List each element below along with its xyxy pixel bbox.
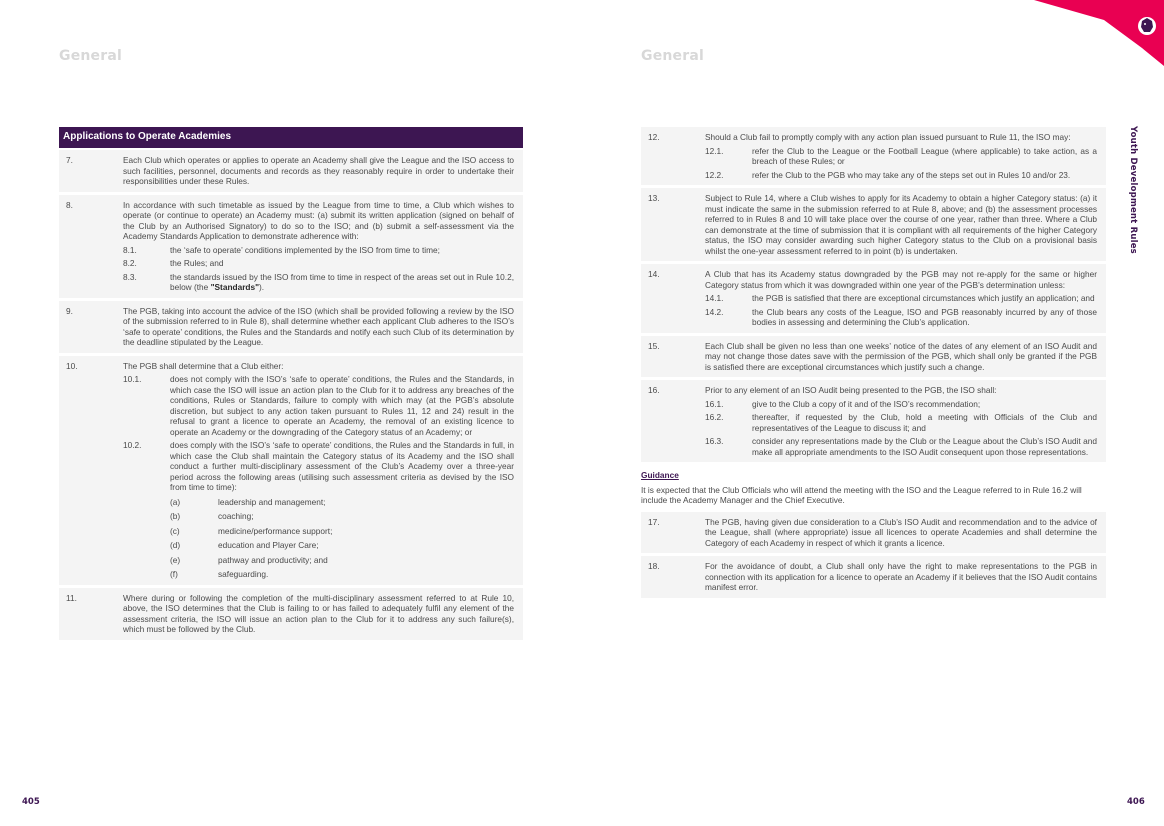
subrule-10-1 — [123, 374, 514, 437]
subrule-12-1 — [705, 146, 1097, 167]
premier-league-corner-logo — [1014, 0, 1164, 70]
subrule-16-1 — [705, 399, 1097, 410]
subrule-16-3 — [705, 436, 1097, 457]
item-text: coaching; — [218, 511, 254, 521]
right-page-content — [641, 127, 1106, 601]
running-head-left: General — [59, 48, 122, 64]
page-number-right: 406 — [1127, 797, 1145, 807]
subrule-8-3 — [123, 272, 514, 293]
subrule-number: 16.3. — [705, 436, 724, 446]
rule-text: Where during or following the completion of the multi-disciplinary assessment referred to at Rule 10, above, the ISO determines that the Club is failing to or has failed to adequately fulfil any element of the assessment criteria, the ISO will issue an action plan to the Club for it to address any such failure(s), which must be followed by the Club. — [123, 592, 514, 634]
subrule-text — [170, 272, 514, 293]
subrule-text-after: ). — [259, 282, 265, 292]
side-tab-youth-development-rules: Youth Development Rules — [1128, 126, 1138, 254]
item-a — [170, 497, 514, 508]
item-text: safeguarding. — [218, 569, 269, 579]
rule-text: Each Club shall be given no less than one weeks’ notice of the dates of any element of an ISO Audit and may not change those dates save with the permission of the PGB, which shall only be granted if the PGB is satisfied there are exceptional circumstances which justify such a change. — [705, 340, 1097, 372]
rule-11 — [59, 588, 523, 640]
subrule-8-2 — [123, 258, 514, 269]
guidance-heading: Guidance — [641, 470, 679, 480]
subrule-number: 12.2. — [705, 169, 724, 180]
item-number: (b) — [170, 511, 181, 521]
item-text: leadership and management; — [218, 496, 326, 507]
subrule-text-main: the standards issued by the ISO from time to time in respect of the areas set out in Rule 10.2, below (the — [170, 271, 514, 292]
item-c — [170, 526, 514, 537]
subrule-12-2 — [705, 170, 1097, 181]
item-f — [170, 569, 514, 580]
subrule-text: give to the Club a copy of it and of the ISO’s recommendation; — [752, 398, 981, 409]
rule-17 — [641, 512, 1106, 554]
subrule-text: refer the Club to the League or the Football League (where applicable) to take action, as a breach of these Rules; or — [752, 145, 1097, 166]
rule-number: 16. — [648, 385, 660, 395]
subrule-text: does not comply with the ISO’s ‘safe to operate’ conditions, the Rules and the Standards, in which case the ISO will issue an action plan to the Club for it to address any breaches of the conditions, Rules or Standards, failure to comply with which may (at the PGB’s absolute discretion, but subject to any action taken pursuant to Rules 11, 12 and 24) result in the refusal to grant a licence to operate an Academy, the removal of an existing licence to operate an Academy or the downgrading of the Category status of an Academy; or — [170, 374, 514, 437]
rule-number: 9. — [66, 305, 73, 316]
item-text: pathway and productivity; and — [218, 554, 328, 565]
subrule-text: does comply with the ISO’s ‘safe to operate’ conditions, the Rules and the Standards in full, in which case the Club shall maintain the Category status of its Academy and the ISO shall conduct a further multi-disciplinary assessment of the Club’s Academy over a three-year period across the following areas (utilising such assessment criteria as devised by the ISO from time to time): — [170, 440, 514, 492]
subrule-number: 16.2. — [705, 412, 724, 422]
rule-number: 12. — [648, 132, 660, 142]
running-head-right: General — [641, 48, 704, 64]
rule-16 — [641, 380, 1106, 462]
rule-7 — [59, 150, 523, 192]
item-number: (a) — [170, 496, 181, 507]
rule-number: 13. — [648, 193, 660, 203]
lion-crest-icon — [1138, 17, 1156, 35]
rule-18 — [641, 556, 1106, 598]
rule-13 — [641, 188, 1106, 261]
subrule-text: the PGB is satisfied that there are exceptional circumstances which justify an application; and — [752, 293, 1095, 303]
rule-14 — [641, 264, 1106, 333]
rule-text: The PGB, having given due consideration to a Club’s ISO Audit and recommendation and to the advice of the League, shall (where appropriate) issue all licences to operate Academies and shall determine the Category of each Academy in respect of which it grants a licence. — [705, 516, 1097, 548]
rule-12 — [641, 127, 1106, 185]
rule-text: The PGB shall determine that a Club either: — [123, 360, 284, 371]
rule-10 — [59, 356, 523, 585]
guidance-text: It is expected that the Club Officials who will attend the meeting with the ISO and the League referred to in Rule 16.2 will include the Academy Manager and the Chief Executive. — [641, 484, 1082, 505]
rule-number: 8. — [66, 199, 73, 210]
item-e — [170, 555, 514, 566]
subrule-text: thereafter, if requested by the Club, hold a meeting with Officials of the Club and representatives of the League to discuss it; and — [752, 412, 1097, 433]
item-b — [170, 511, 514, 522]
subrule-text: consider any representations made by the Club or the League about the Club’s ISO Audit and make all appropriate amendments to the ISO Audit consequent upon those representations. — [752, 436, 1097, 457]
subrule-8-1 — [123, 245, 514, 256]
rule-9 — [59, 301, 523, 353]
page-number-left: 405 — [22, 797, 40, 807]
subrule-number: 8.3. — [123, 271, 137, 282]
subrule-number: 16.1. — [705, 398, 724, 409]
guidance-box — [641, 470, 1106, 506]
subrule-number: 10.1. — [123, 374, 142, 384]
item-number: (c) — [170, 525, 180, 536]
subrule-number: 14.1. — [705, 293, 724, 303]
section-header-applications: Applications to Operate Academies — [59, 127, 523, 148]
item-number: (d) — [170, 540, 181, 550]
subrule-text: refer the Club to the PGB who may take any of the steps set out in Rules 10 and/or 23. — [752, 169, 1071, 180]
rule-text: A Club that has its Academy status downgraded by the PGB may not re-apply for the same or higher Category status from which it was downgraded within one year of the PGB’s determination unless: — [705, 269, 1097, 290]
subrule-number: 14.2. — [705, 306, 724, 317]
subrule-10-2 — [123, 440, 514, 580]
rule-number: 17. — [648, 516, 660, 527]
rule-8 — [59, 195, 523, 298]
defined-term-standards: "Standards" — [210, 282, 260, 292]
item-text: medicine/performance support; — [218, 525, 333, 536]
item-d — [170, 540, 514, 551]
rule-number: 11. — [66, 592, 77, 603]
rule-text: Should a Club fail to promptly comply with any action plan issued pursuant to Rule 11, the ISO may: — [705, 132, 1071, 142]
subrule-number: 8.1. — [123, 244, 137, 255]
rule-text: For the avoidance of doubt, a Club shall only have the right to make representations to the PGB in connection with its application for a licence to operate an Academy if it believes that the ISO Audit contains manifest error. — [705, 561, 1097, 592]
item-number: (e) — [170, 554, 181, 565]
subrule-number: 12.1. — [705, 145, 724, 156]
rule-number: 7. — [66, 155, 73, 165]
rule-number: 18. — [648, 561, 660, 571]
rule-text: In accordance with such timetable as issued by the League from time to time, a Club which wishes to operate (or continue to operate) an Academy must: (a) submit its written application (signed on behalf of the Club by an Authorised Signatory) to do so to the ISO; and (b) submit a self-assessment via the Academy Standards Application to demonstrate adherence with: — [123, 199, 514, 241]
subrule-text: the Rules; and — [170, 258, 224, 268]
subrule-number: 10.2. — [123, 440, 142, 450]
item-text: education and Player Care; — [218, 540, 319, 550]
subrule-16-2 — [705, 412, 1097, 433]
subrule-number: 8.2. — [123, 258, 137, 268]
rule-15 — [641, 336, 1106, 378]
rule-text: The PGB, taking into account the advice of the ISO (which shall be provided following a review by the ISO of the submission referred to in Rule 8), shall determine whether each applicant Club adheres to the ISO’s ‘safe to operate’ conditions, the Rules and the Standards and notify each such Club of its determination by the deadline stipulated by the League. — [123, 305, 514, 347]
rule-number: 10. — [66, 360, 78, 371]
rule-text: Subject to Rule 14, where a Club wishes to apply for its Academy to obtain a higher Category status: (a) it must indicate the same in the submission referred to at Rule 8, above; and (b) the assessment processes referred to in Rules 8 and 10 will take place over the course of one year, rather than three. Where a Club can demonstrate at the time of submission that it is compliant with all requirements of the higher Category status, the ISO may consider awarding such higher Category status to the Club on a provisional basis whilst the one-year assessment referred to in point (b) is undertaken. — [705, 193, 1097, 256]
subrule-text: the ‘safe to operate’ conditions implemented by the ISO from time to time; — [170, 244, 440, 255]
rule-text: Each Club which operates or applies to operate an Academy shall give the League and the ISO access to such facilities, personnel, documents and records as they reasonably require in order to undertake their responsibilities under these Rules. — [123, 155, 514, 186]
left-page-content — [59, 127, 523, 643]
rule-number: 15. — [648, 340, 660, 351]
rule-number: 14. — [648, 269, 660, 279]
subrule-text: the Club bears any costs of the League, ISO and PGB reasonably incurred by any of those bodies in assessing and determining the Club’s application. — [752, 306, 1097, 327]
subrule-14-2 — [705, 307, 1097, 328]
item-number: (f) — [170, 569, 178, 579]
subrule-14-1 — [705, 293, 1097, 304]
rule-text: Prior to any element of an ISO Audit being presented to the PGB, the ISO shall: — [705, 385, 997, 395]
